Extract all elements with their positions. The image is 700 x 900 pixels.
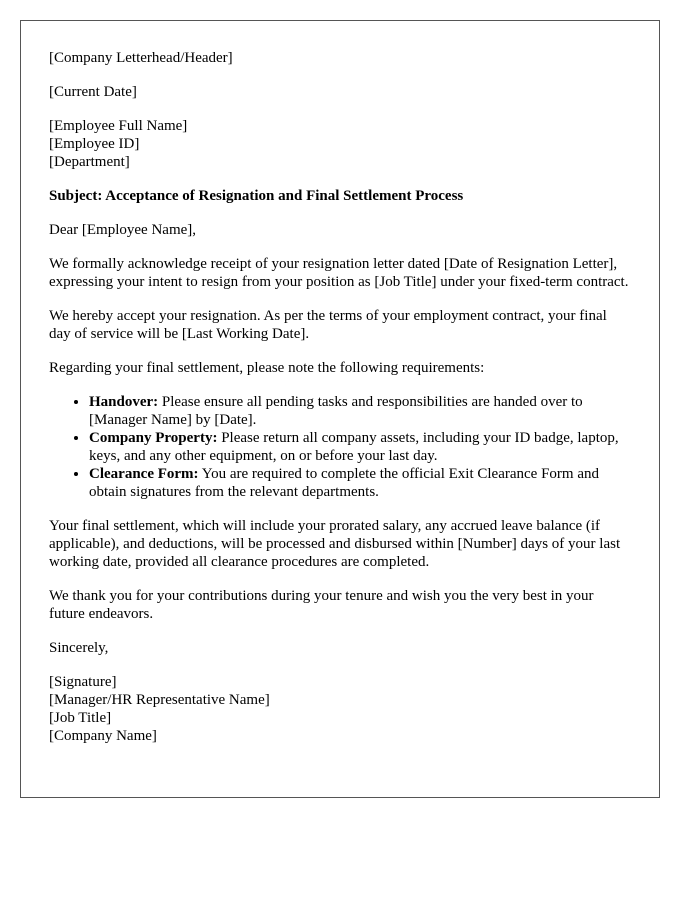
subject-line: Subject: Acceptance of Resignation and Final Settlement Process <box>49 188 464 204</box>
signatory-name: [Manager/HR Representative Name] <box>49 692 270 708</box>
signatory-title: [Job Title] <box>49 710 112 726</box>
settlement-details-paragraph: Your final settlement, which will include your prorated salary, any accrued leave balance (if applicable), and deductions, will be processed and disbursed within [Number] days of your last working date, provided all clearance procedures are completed. <box>49 518 621 570</box>
acceptance-paragraph: We hereby accept your resignation. As per the terms of your employment contract, your final day of service will be [Last Working Date]. <box>49 308 607 342</box>
settlement-intro-paragraph: Regarding your final settlement, please note the following requirements: <box>49 360 485 376</box>
recipient-block <box>49 117 631 171</box>
requirement-label: Company Property: <box>89 430 218 446</box>
acknowledge-paragraph: We formally acknowledge receipt of your resignation letter dated [Date of Resignation Letter], expressing your intent to resign from your position as [Job Title] under your fixed-term contract. <box>49 256 629 290</box>
company-letterhead: [Company Letterhead/Header] <box>49 50 233 66</box>
signature-block <box>49 673 631 745</box>
requirement-text: Please ensure all pending tasks and responsibilities are handed over to [Manager Name] by [Date]. <box>89 394 583 428</box>
requirement-handover <box>89 393 631 429</box>
recipient-employee-id: [Employee ID] <box>49 136 140 152</box>
salutation: Dear [Employee Name], <box>49 222 197 238</box>
requirement-label: Handover: <box>89 394 159 410</box>
requirement-clearance-form <box>89 465 631 501</box>
requirement-company-property <box>89 429 631 465</box>
closing: Sincerely, <box>49 640 109 656</box>
signature-placeholder: [Signature] <box>49 674 117 690</box>
letter-document <box>20 20 660 798</box>
requirement-text: You are required to complete the official Exit Clearance Form and obtain signatures from the relevant departments. <box>89 466 599 500</box>
signatory-company: [Company Name] <box>49 728 157 744</box>
requirements-list <box>49 393 631 501</box>
recipient-department: [Department] <box>49 154 130 170</box>
requirement-text: Please return all company assets, including your ID badge, laptop, keys, and any other equipment, on or before your last day. <box>89 430 619 464</box>
thanks-paragraph: We thank you for your contributions during your tenure and wish you the very best in your future endeavors. <box>49 588 594 622</box>
requirement-label: Clearance Form: <box>89 466 199 482</box>
letter-date: [Current Date] <box>49 84 137 100</box>
recipient-name: [Employee Full Name] <box>49 118 188 134</box>
